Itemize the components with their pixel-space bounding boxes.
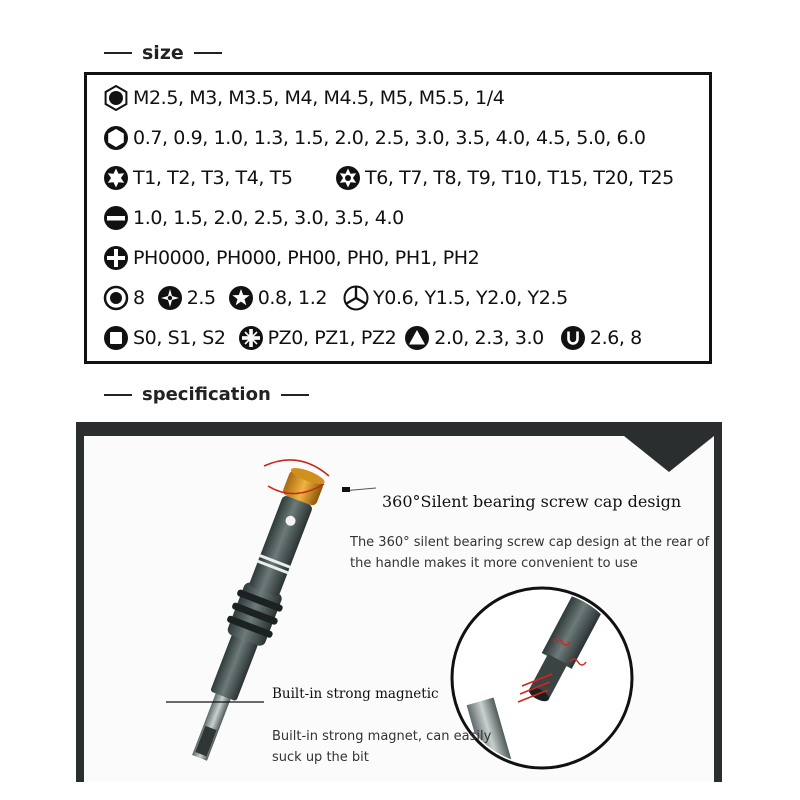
heading-dash-left	[104, 394, 132, 396]
size-row-text: M2.5, M3, M3.5, M4, M4.5, M5, M5.5, 1/4	[133, 87, 505, 109]
pentalobe-icon	[228, 285, 254, 311]
specification-image	[84, 436, 714, 782]
size-row-slotted	[103, 205, 404, 231]
magnet-feature-title: Built-in strong magnetic	[272, 686, 439, 702]
size-row-text: T6, T7, T8, T9, T10, T15, T20, T25	[365, 167, 674, 189]
size-row-text: 2.5	[186, 287, 216, 309]
cap-feature-title: 360°Silent bearing screw cap design	[382, 492, 682, 511]
size-row-text: PZ0, PZ1, PZ2	[267, 327, 397, 349]
corner-notch	[624, 436, 714, 472]
size-heading	[104, 42, 222, 64]
size-row-text: 2.0, 2.3, 3.0	[434, 327, 544, 349]
size-table	[84, 72, 712, 364]
size-row-phillips	[103, 245, 479, 271]
heading-dash-left	[104, 52, 132, 54]
size-row-text: 2.6, 8	[589, 327, 642, 349]
specification-heading-text: specification	[142, 384, 271, 405]
size-row-misc	[103, 325, 642, 351]
cap-feature-description: The 360° silent bearing screw cap design at the rear of the handle makes it more convenient to use	[350, 535, 710, 571]
heading-dash-right	[281, 394, 309, 396]
size-row-text: 1.0, 1.5, 2.0, 2.5, 3.0, 3.5, 4.0	[133, 207, 404, 229]
size-row-text: 8	[133, 287, 145, 309]
heading-dash-right	[194, 52, 222, 54]
size-heading-text: size	[142, 42, 184, 64]
slotted-icon	[103, 205, 129, 231]
size-row-text: PH0000, PH000, PH00, PH0, PH1, PH2	[133, 247, 480, 269]
hex-socket-icon	[103, 85, 129, 111]
torx-security-icon	[335, 165, 361, 191]
phillips-icon	[103, 245, 129, 271]
size-row-torx	[103, 165, 674, 191]
size-row-text: T1, T2, T3, T4, T5	[133, 167, 293, 189]
u-shape-icon	[560, 325, 586, 351]
size-row-hex	[103, 125, 646, 151]
size-row-hex-socket	[103, 85, 504, 111]
pozidriv-icon	[238, 325, 264, 351]
torx-icon	[103, 165, 129, 191]
size-row-text: Y0.6, Y1.5, Y2.0, Y2.5	[373, 287, 568, 309]
size-row-text: 0.7, 0.9, 1.0, 1.3, 1.5, 2.0, 2.5, 3.0, 3.5, 4.0, 4.5, 5.0, 6.0	[133, 127, 646, 149]
four-point-icon	[157, 285, 183, 311]
specification-heading	[104, 384, 309, 405]
size-row-special	[103, 285, 568, 311]
round-dot-icon	[103, 285, 129, 311]
tri-wing-icon	[343, 285, 369, 311]
size-row-text: S0, S1, S2	[133, 327, 226, 349]
hex-icon	[103, 125, 129, 151]
magnet-feature-description: Built-in strong magnet, can easily suck up the bit	[272, 729, 492, 765]
triangle-icon	[404, 325, 430, 351]
specification-panel	[76, 422, 722, 782]
size-row-text: 0.8, 1.2	[257, 287, 328, 309]
square-icon	[103, 325, 129, 351]
